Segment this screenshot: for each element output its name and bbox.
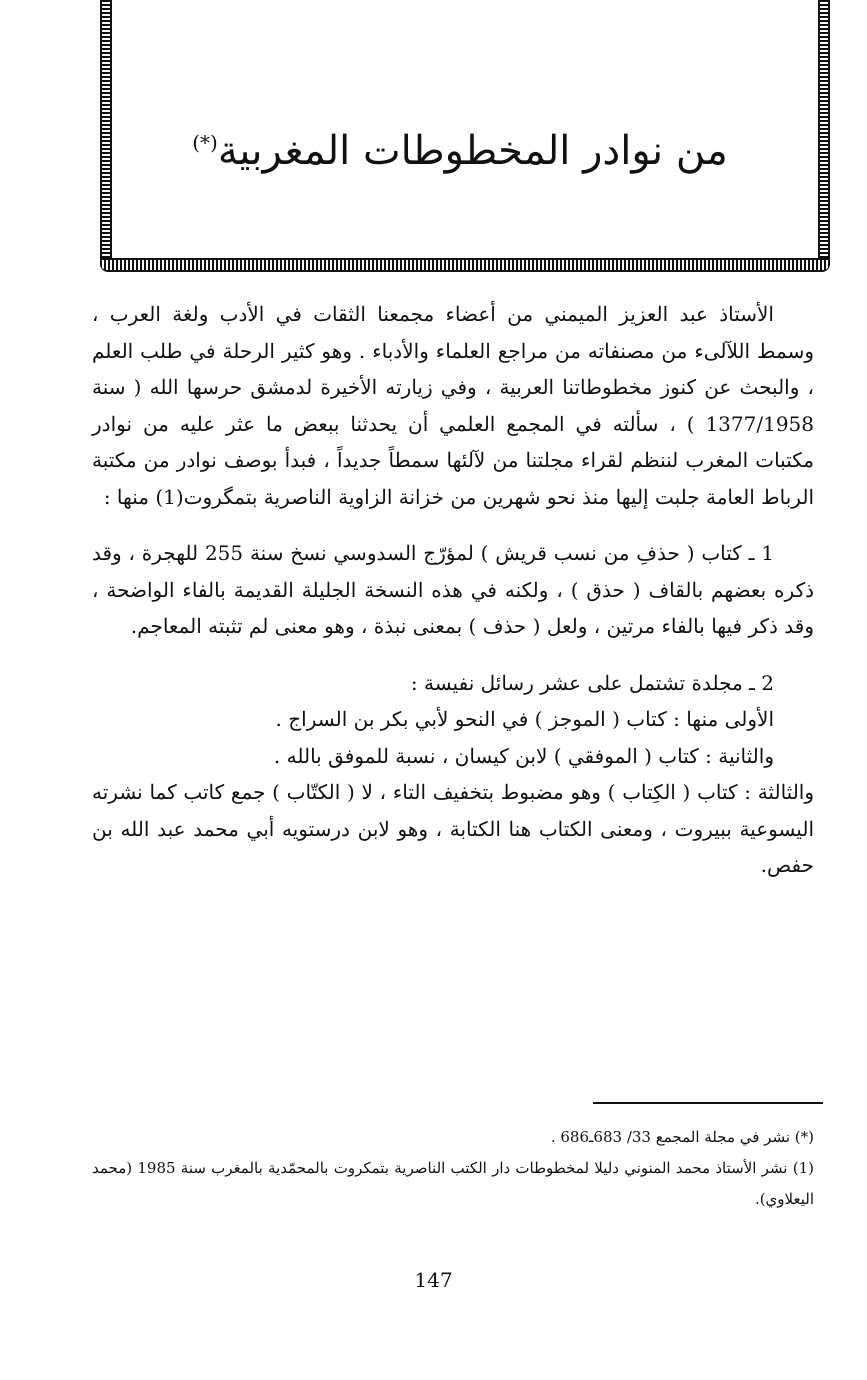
border-bottom bbox=[100, 258, 830, 272]
footnote-1: (1) نشر الأستاذ محمد المنوني دليلا لمخطوطات دار الكتب الناصرية بتمكروت بالمحمّدية بالمغرب سنة 1985 (محمد اليعلاوي). bbox=[92, 1159, 814, 1208]
intro-paragraph: الأستاذ عبد العزيز الميمني من أعضاء مجمعنا الثقات في الأدب ولغة العرب ، وسمط اللآلىء من مصنفاته من مراجع العلماء والأدباء . وهو كثير الرحلة في طلب العلم ، والبحث عن كنوز مخطوطاتنا العربية ، وفي زيارته الأخيرة لدمشق حرسها الله ( سنة 1377/1958 ) ، سألته في المجمع العلمي أن يحدثنا ببعض ما عثر عليه من نوادر مكتبات المغرب لننظم لقراء مجلتنا من لآلئها سمطاً جديداً ، فبدأ بوصف نوادر من مكتبة الرباط العامة جلبت إليها منذ نحو شهرين من خزانة الزاوية الناصرية بتمگروت(1) منها : bbox=[92, 302, 814, 509]
footnote-separator bbox=[593, 1102, 823, 1104]
footnotes bbox=[92, 1122, 814, 1215]
body-text bbox=[92, 296, 814, 884]
title-footnote-marker: (*) bbox=[192, 130, 218, 155]
footnote-star: (*) نشر في مجلة المجمع 33/ 683ـ686 . bbox=[550, 1128, 814, 1146]
border-right bbox=[818, 0, 830, 260]
title-text: من نوادر المخطوطات المغربية bbox=[217, 128, 728, 174]
item-2-second: والثانية : كتاب ( الموفقي ) لابن كيسان ، نسبة للموفق بالله . bbox=[273, 743, 774, 768]
item-1-paragraph: 1 ـ كتاب ( حذفِ من نسب قريش ) لمؤرّج السدوسي نسخ سنة 255 للهجرة ، وقد ذكره بعضهم بالقاف ( حذق ) ، ولكنه في هذه النسخة الجليلة القديمة بالفاء الواضحة ، وقد ذكر فيها بالفاء مرتين ، ولعل ( حذف ) بمعنى نبذة ، وهو معنى لم تثبته المعاجم. bbox=[92, 541, 814, 638]
page-number: 147 bbox=[414, 1268, 453, 1292]
item-2-third: والثالثة : كتاب ( الكِتاب ) وهو مضبوط بتخفيف التاء ، لا ( الكتّاب ) جمع كاتب كما نشرته اليسوعية ببيروت ، ومعنى الكتاب هنا الكتابة ، وهو لابن درستويه أبي محمد عبد الله بن حفص. bbox=[92, 780, 814, 877]
item-2-heading: 2 ـ مجلدة تشتمل على عشر رسائل نفيسة : bbox=[410, 670, 774, 695]
page-title bbox=[110, 128, 810, 174]
item-2-first: الأولى منها : كتاب ( الموجز ) في النحو لأبي بكر بن السراج . bbox=[275, 707, 774, 731]
